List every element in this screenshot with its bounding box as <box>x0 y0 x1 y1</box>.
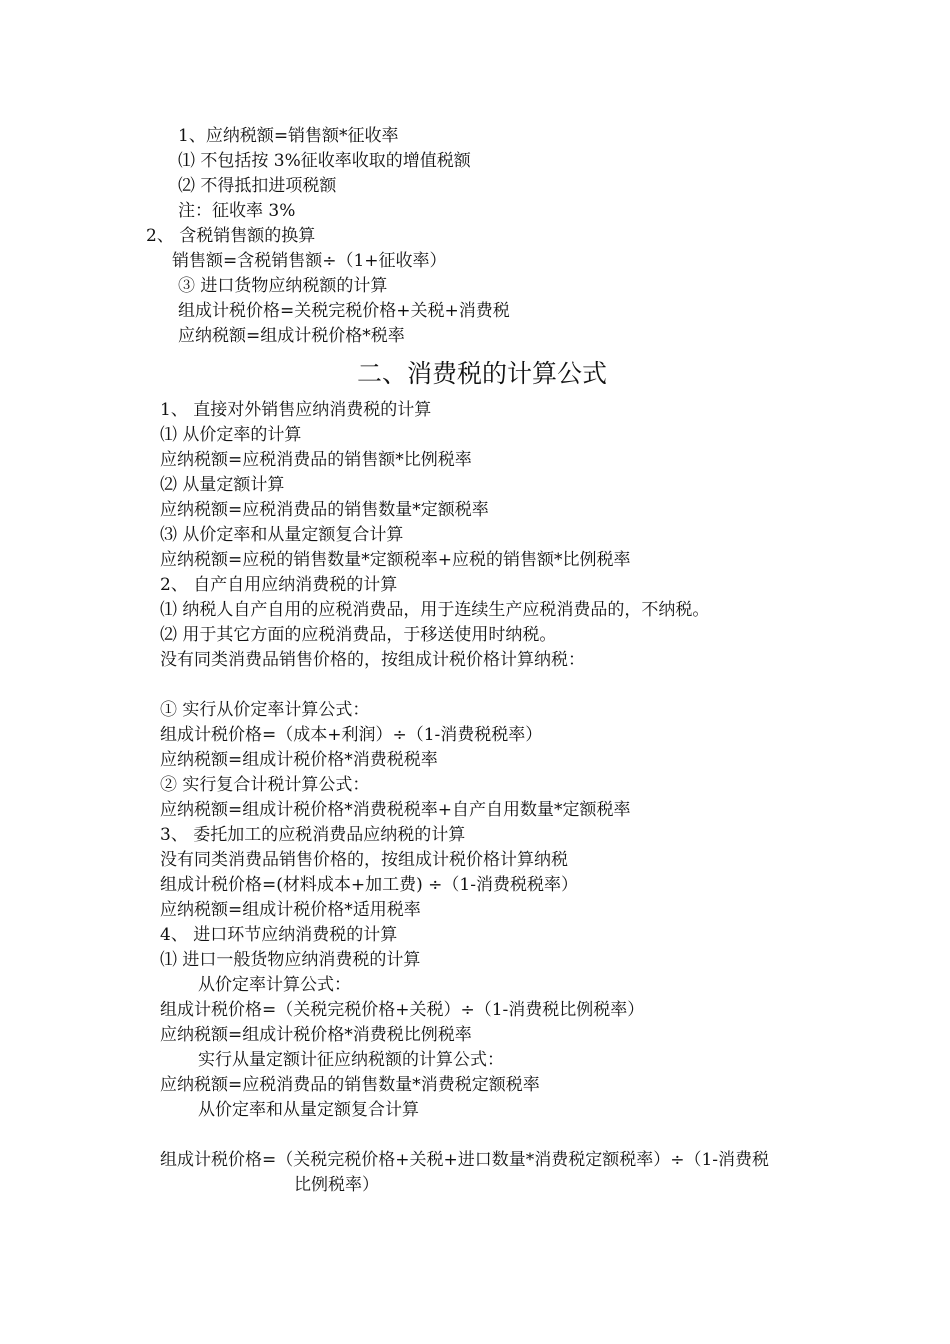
text-line: 没有同类消费品销售价格的，按组成计税价格计算纳税 <box>160 850 568 870</box>
vat-line-3: ⑵ 不得抵扣进项税额 <box>178 176 337 196</box>
section-title: 二、消费税的计算公式 <box>356 359 607 388</box>
vat-line-8: 组成计税价格=关税完税价格+关税+消费税 <box>178 301 510 321</box>
heading-4: 4、 进口环节应纳消费税的计算 <box>160 925 398 945</box>
text-line: ⑴ 纳税人自产自用的应税消费品，用于连续生产应税消费品的，不纳税。 <box>160 600 710 620</box>
formula-line: 应纳税额=应税消费品的销售数量*定额税率 <box>160 500 489 520</box>
vat-line-1: 1、应纳税额=销售额*征收率 <box>178 126 399 146</box>
formula-line: 应纳税额=应税的销售数量*定额税率+应税的销售额*比例税率 <box>160 550 631 570</box>
vat-line-5: 2、 含税销售额的换算 <box>146 226 316 246</box>
text-line: ⑵ 用于其它方面的应税消费品，于移送使用时纳税。 <box>160 625 557 645</box>
vat-line-4: 注：征收率 3% <box>178 201 296 221</box>
text-line: ⑴ 进口一般货物应纳消费税的计算 <box>160 950 421 970</box>
text-line: 实行从量定额计征应纳税额的计算公式： <box>198 1050 504 1070</box>
vat-line-2: ⑴ 不包括按 3%征收率收取的增值税额 <box>178 151 471 171</box>
heading-1: 1、 直接对外销售应纳消费税的计算 <box>160 400 432 420</box>
formula-line: 应纳税额=组成计税价格*消费税比例税率 <box>160 1025 472 1045</box>
text-line: ② 实行复合计税计算公式： <box>160 775 370 795</box>
formula-line: 应纳税额=应税消费品的销售数量*消费税定额税率 <box>160 1075 540 1095</box>
text-line: 从价定率和从量定额复合计算 <box>198 1100 419 1120</box>
formula-line: 应纳税额=组成计税价格*消费税税率 <box>160 750 438 770</box>
formula-line: 应纳税额=组成计税价格*消费税税率+自产自用数量*定额税率 <box>160 800 631 820</box>
text-line: ① 实行从价定率计算公式： <box>160 700 370 720</box>
formula-line: 组成计税价格=（关税完税价格+关税+进口数量*消费税定额税率）÷（1-消费税 <box>160 1150 770 1170</box>
text-line: ⑶ 从价定率和从量定额复合计算 <box>160 525 404 545</box>
vat-line-6: 销售额=含税销售额÷（1+征收率） <box>172 251 447 271</box>
formula-line: 应纳税额=组成计税价格*适用税率 <box>160 900 421 920</box>
formula-line: 组成计税价格=（关税完税价格+关税）÷（1-消费税比例税率） <box>160 1000 645 1020</box>
heading-2: 2、 自产自用应纳消费税的计算 <box>160 575 398 595</box>
formula-line: 应纳税额=应税消费品的销售额*比例税率 <box>160 450 472 470</box>
heading-3: 3、 委托加工的应税消费品应纳税的计算 <box>160 825 466 845</box>
text-line: 没有同类消费品销售价格的，按组成计税价格计算纳税： <box>160 650 585 670</box>
text-line: ⑴ 从价定率的计算 <box>160 425 302 445</box>
vat-line-9: 应纳税额=组成计税价格*税率 <box>178 326 405 346</box>
text-line: ⑵ 从量定额计算 <box>160 475 285 495</box>
vat-line-7: ③ 进口货物应纳税额的计算 <box>178 276 388 296</box>
formula-line: 组成计税价格=（成本+利润）÷（1-消费税税率） <box>160 725 543 745</box>
formula-line-continued: 比例税率） <box>294 1175 379 1195</box>
formula-line: 组成计税价格=(材料成本+加工费) ÷（1-消费税税率） <box>160 875 578 895</box>
text-line: 从价定率计算公式： <box>198 975 351 995</box>
